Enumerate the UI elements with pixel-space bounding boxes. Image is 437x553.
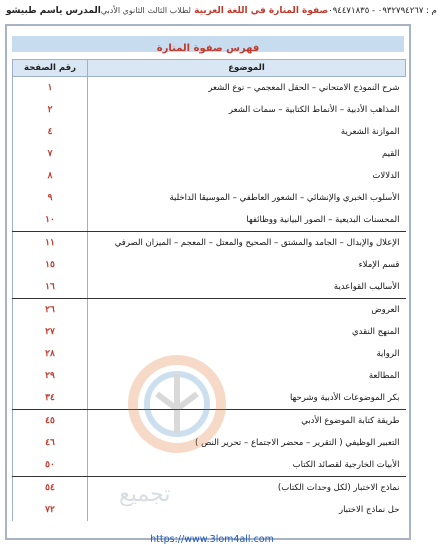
watermark-logo-icon <box>127 354 227 454</box>
topic-cell: المطالعة <box>88 365 406 387</box>
page-number-cell: ٤٥ <box>13 410 88 433</box>
table-row <box>13 209 406 232</box>
index-title: فهرس صفوة المنارة <box>156 43 260 54</box>
table-row <box>13 232 406 255</box>
topic-cell: الدلالات <box>88 165 406 187</box>
page-header <box>6 0 437 22</box>
topic-cell: الموازنة الشعرية <box>88 121 406 143</box>
footer-website-link[interactable]: https://www.3lom4all.com <box>150 534 274 545</box>
topic-cell: المذاهب الأدبية – الأنماط الكتابية – سمات الشعر <box>88 99 406 121</box>
topic-cell: الأساليب القواعدية <box>88 276 406 299</box>
topic-cell: طريقة كتابة الموضوع الأدبي <box>88 410 406 433</box>
page-number-cell: ٣٤ <box>13 387 88 410</box>
topic-cell: الأبيات الخارجية لقصائد الكتاب <box>88 454 406 477</box>
table-row <box>13 499 406 521</box>
table-row <box>13 276 406 299</box>
table-header-row <box>13 60 406 77</box>
page-number-cell: ٢٦ <box>13 299 88 322</box>
topic-cell: بكر الموضوعات الأدبية وشرحها <box>88 387 406 410</box>
topic-cell: الأسلوب الخبري والإنشائي – الشعور العاطفي – الموسيقا الداخلية <box>88 187 406 209</box>
subject-title-suffix: لطلاب الثالث الثانوي الأدبي <box>100 6 191 15</box>
page-number-cell: ٧٢ <box>13 499 88 521</box>
topic-cell: الإعلال والإبدال – الجامد والمشتق – الصحيح والمعتل – المعجم – الميزان الصرفي <box>88 232 406 255</box>
page-column-header: رقم الصفحة <box>13 60 88 77</box>
page-number-cell: ١ <box>13 77 88 100</box>
subject-title <box>101 6 328 16</box>
topic-cell: نماذج الاختبار (لكل وحدات الكتاب) <box>88 477 406 500</box>
page-number-cell: ٢٩ <box>13 365 88 387</box>
topic-cell: المحسنات البديعية – الصور البيانية ووظائفها <box>88 209 406 232</box>
topic-cell: قسم الإملاء <box>88 254 406 276</box>
page-number-cell: ٥٤ <box>13 477 88 500</box>
table-row <box>13 121 406 143</box>
phone-number: م : ٠٩٣٢٧٩٤٢٦٧ - ٠٩٤٤٧١٨٣٥ <box>328 6 437 16</box>
teacher-name: المدرس ياسم طبيشو <box>6 6 101 16</box>
table-row <box>13 321 406 343</box>
page-number-cell: ٢٨ <box>13 343 88 365</box>
page-number-cell: ٧ <box>13 143 88 165</box>
page-number-cell: ٩ <box>13 187 88 209</box>
page-number-cell: ١٥ <box>13 254 88 276</box>
page-number-cell: ٢ <box>13 99 88 121</box>
topic-cell: العروض <box>88 299 406 322</box>
table-row <box>13 143 406 165</box>
page-number-cell: ١١ <box>13 232 88 255</box>
table-row <box>13 299 406 322</box>
index-frame <box>5 24 411 540</box>
table-row <box>13 254 406 276</box>
table-row <box>13 165 406 187</box>
topic-cell: القيم <box>88 143 406 165</box>
page-number-cell: ١٦ <box>13 276 88 299</box>
page-number-cell: ٢٧ <box>13 321 88 343</box>
subject-title-main: صفوة المنارة في اللغة العربية <box>194 6 329 16</box>
topic-cell: التعبير الوظيفي ( التقرير – محضر الاجتماع – تحرير النص ) <box>88 432 406 454</box>
table-row <box>13 77 406 100</box>
page-number-cell: ٥٠ <box>13 454 88 477</box>
watermark-text: تجميع <box>119 482 171 507</box>
topic-cell: حل نماذج الاختبار <box>88 499 406 521</box>
table-row <box>13 454 406 477</box>
page-number-cell: ١٠ <box>13 209 88 232</box>
table-body <box>13 77 406 522</box>
index-title-bar <box>12 36 404 52</box>
topic-cell: الرواية <box>88 343 406 365</box>
page-number-cell: ٨ <box>13 165 88 187</box>
topic-cell: المنهج النقدي <box>88 321 406 343</box>
topic-cell: شرح النموذج الامتحاني – الحقل المعجمي – نوع الشعر <box>88 77 406 100</box>
table-row <box>13 187 406 209</box>
topic-column-header: الموضوع <box>88 60 406 77</box>
page-number-cell: ٤ <box>13 121 88 143</box>
table-row <box>13 477 406 500</box>
table-row <box>13 99 406 121</box>
page-number-cell: ٤٦ <box>13 432 88 454</box>
